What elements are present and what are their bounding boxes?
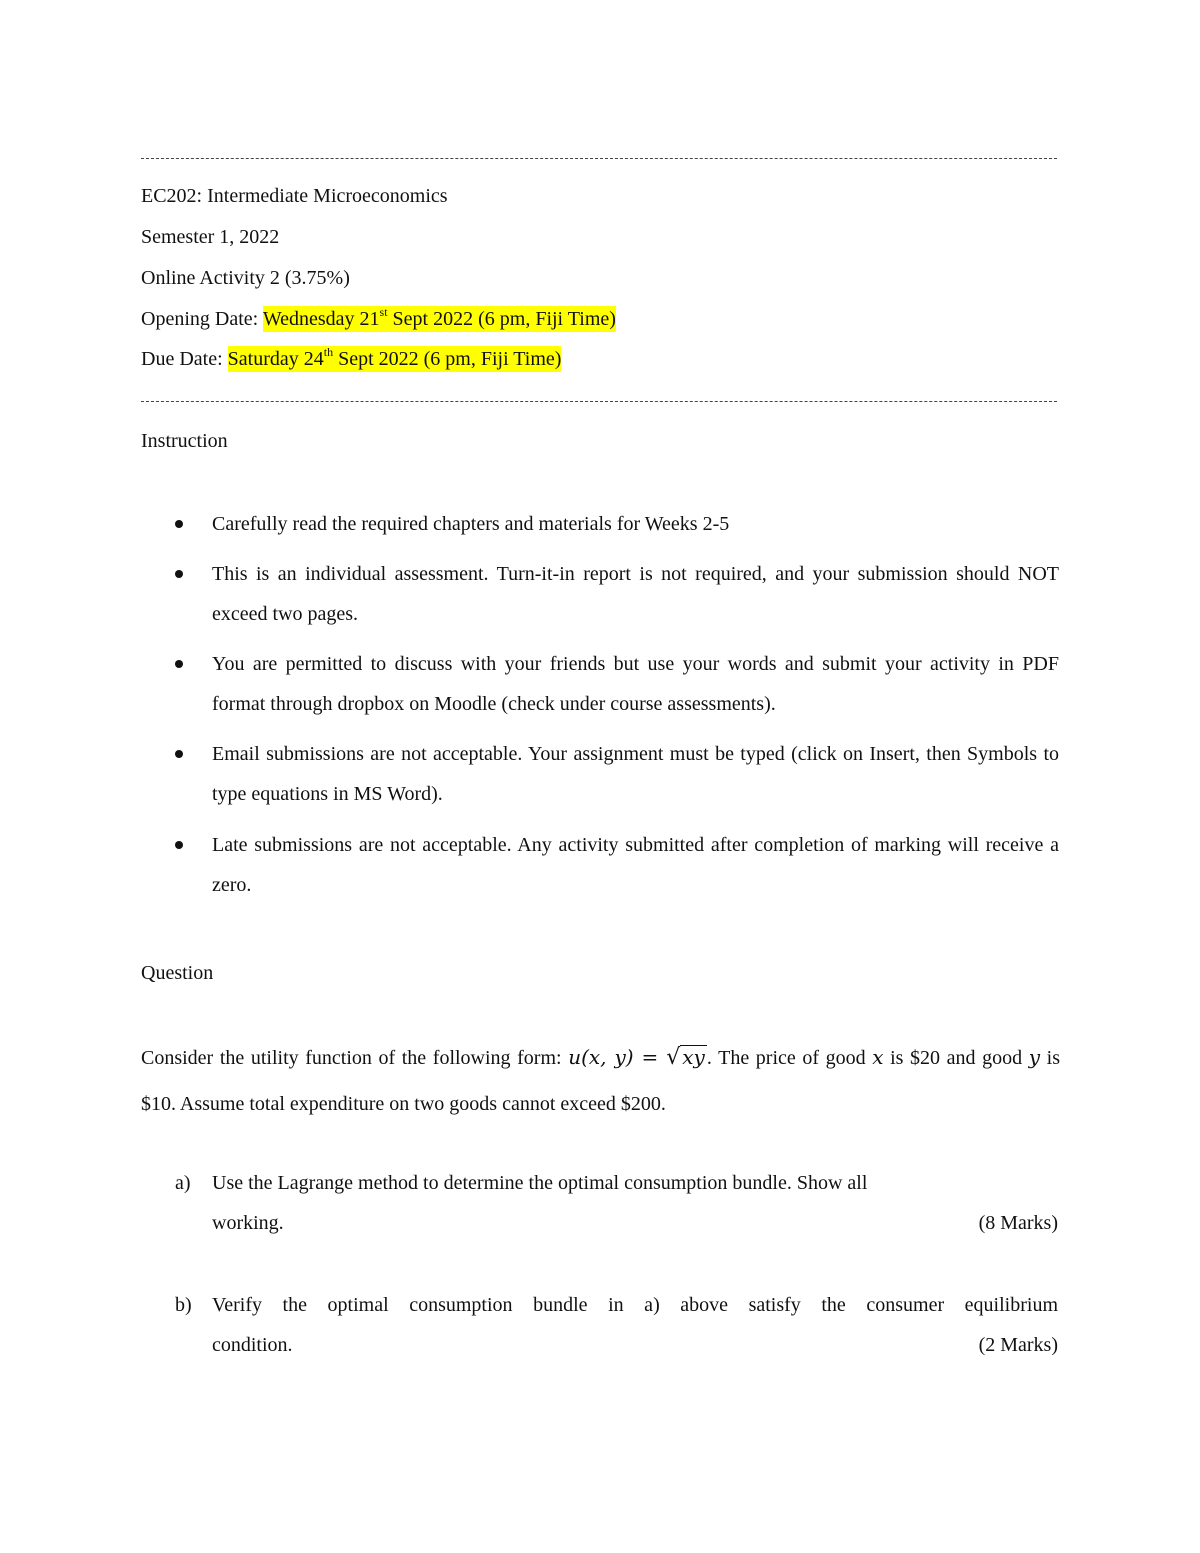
due-date-line [141, 345, 562, 370]
instruction-item: Carefully read the required chapters and materials for Weeks 2-5 [212, 513, 730, 535]
opening-date-line [141, 305, 616, 330]
sqrt-icon: √ [666, 1045, 681, 1070]
activity-line: Online Activity 2 (3.75%) [141, 267, 350, 289]
bullet-icon [175, 570, 183, 578]
part-b-marks: (2 Marks) [978, 1334, 1058, 1356]
question-intro: Consider the utility function of the following form: u(x, y) = √ xy . The price of good x is $20 and good y is $10. Assume total expenditure on two goods cannot exceed $200. [141, 1045, 1060, 1115]
semester-line: Semester 1, 2022 [141, 226, 280, 248]
opening-date-value: Wednesday 21st Sept 2022 (6 pm, Fiji Time) [262, 305, 616, 330]
opening-date-label: Opening Date: [141, 308, 263, 330]
instruction-item: This is an individual assessment. Turn-it-in report is not required, and your submission should NOT exceed two pages. [212, 563, 1059, 625]
instruction-item: Late submissions are not acceptable. Any activity submitted after completion of marking will receive a zero. [212, 834, 1059, 896]
part-b-text: Verify the optimal consumption bundle in a) above satisfy the consumer equilibrium condition. (2 Marks) [212, 1285, 1058, 1365]
part-b-label: b) [175, 1294, 192, 1316]
part-a-marks: (8 Marks) [978, 1212, 1058, 1234]
bullet-icon [175, 660, 183, 668]
part-a-label: a) [175, 1172, 191, 1194]
bullet-icon [175, 520, 183, 528]
instruction-item: You are permitted to discuss with your friends but use your words and submit your activity in PDF format through dropbox on Moodle (check under course assessments). [212, 653, 1059, 715]
due-date-value: Saturday 24th Sept 2022 (6 pm, Fiji Time) [227, 345, 562, 370]
bullet-icon [175, 750, 183, 758]
top-dashed-rule [141, 158, 1057, 159]
course-title: EC202: Intermediate Microeconomics [141, 185, 448, 207]
bullet-icon [175, 841, 183, 849]
instruction-item: Email submissions are not acceptable. Your assignment must be typed (click on Insert, then Symbols to type equations in MS Word). [212, 743, 1059, 805]
bottom-dashed-rule [141, 401, 1057, 402]
question-heading: Question [141, 962, 214, 984]
due-date-label: Due Date: [141, 348, 228, 370]
utility-function: u(x, y) = √ xy [568, 1045, 705, 1070]
part-a-text: Use the Lagrange method to determine the optimal consumption bundle. Show all working. (8 Marks) [212, 1163, 1058, 1243]
instruction-heading: Instruction [141, 430, 228, 452]
